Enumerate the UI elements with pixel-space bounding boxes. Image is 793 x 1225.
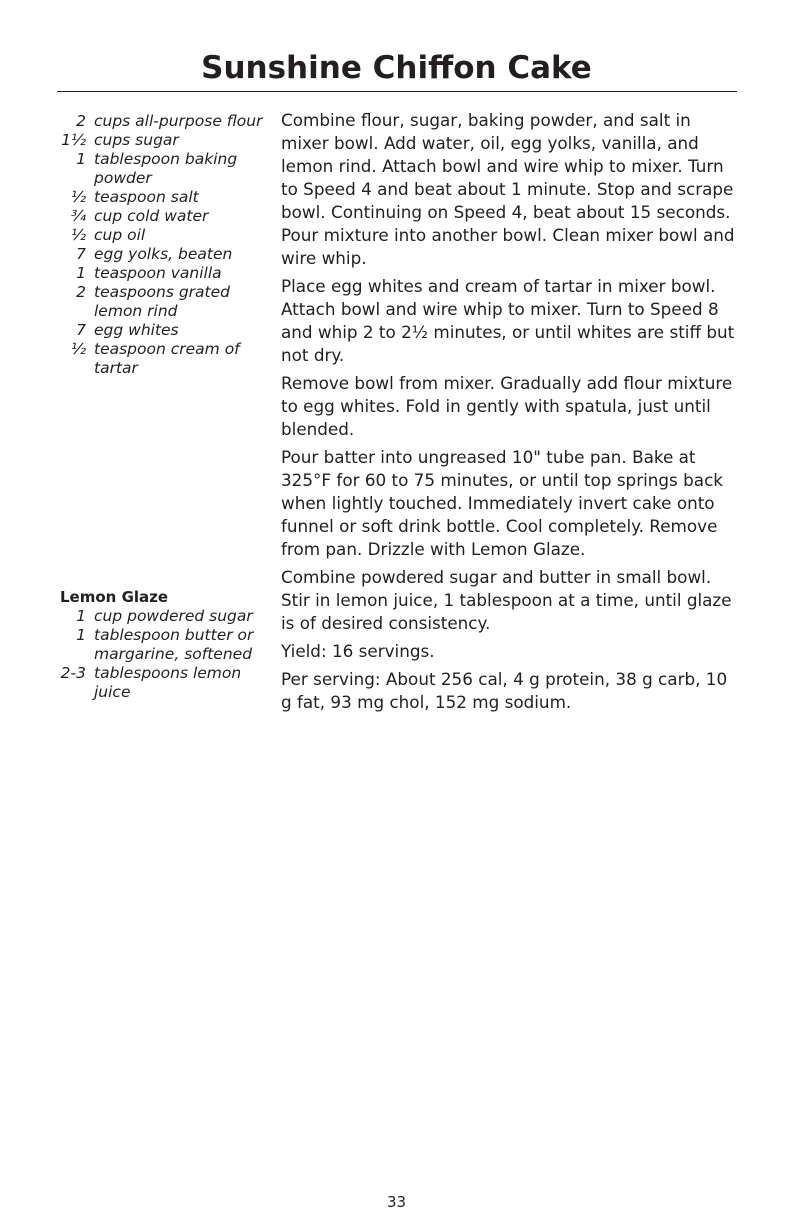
nutrition-text: Per serving: About 256 cal, 4 g protein, 38 g carb, 10 g fat, 93 mg chol, 152 mg sodium.: [281, 669, 728, 712]
ingredient-row: [57, 150, 272, 188]
ingredient-quantity: ½: [70, 188, 86, 206]
ingredient-quantity: 1: [76, 150, 86, 168]
direction-paragraph: Place egg whites and cream of tartar in mixer bowl. Attach bowl and wire whip to mixer. Turn to Speed 8 and whip 2 to 2½ minutes, or until whites are stiff but not dry.: [281, 276, 735, 365]
ingredient-row: [57, 226, 272, 245]
ingredient-row: [57, 607, 272, 626]
ingredient-name: teaspoon cream of tartar: [94, 340, 240, 377]
ingredient-quantity: ½: [70, 340, 86, 358]
ingredient-row: [57, 131, 272, 150]
ingredient-name: teaspoon vanilla: [94, 264, 222, 282]
ingredient-quantity: 1: [76, 626, 86, 644]
ingredient-name: tablespoon butter or margarine, softened: [94, 626, 254, 663]
page-number: 33: [386, 1193, 407, 1211]
direction-paragraph: Remove bowl from mixer. Gradually add flour mixture to egg whites. Fold in gently with spatula, just until blended.: [281, 373, 733, 439]
ingredient-quantity: 1: [76, 264, 86, 282]
ingredient-row: [57, 283, 272, 321]
glaze-direction: Combine powdered sugar and butter in small bowl. Stir in lemon juice, 1 tablespoon at a time, until glaze is of desired consistency.: [281, 567, 732, 633]
ingredient-name: cups sugar: [94, 131, 179, 149]
ingredient-row: [57, 188, 272, 207]
ingredient-name: tablespoon baking powder: [94, 150, 238, 187]
glaze-ingredient-list: [57, 588, 272, 702]
ingredient-name: egg whites: [94, 321, 179, 339]
recipe-title: Sunshine Chiffon Cake: [201, 50, 592, 86]
ingredient-quantity: ½: [70, 226, 86, 244]
ingredient-quantity: 7: [76, 245, 86, 263]
ingredient-quantity: 7: [76, 321, 86, 339]
ingredient-name: egg yolks, beaten: [94, 245, 233, 263]
ingredient-row: [57, 245, 272, 264]
ingredient-list: [57, 112, 272, 378]
ingredient-name: teaspoons grated lemon rind: [94, 283, 230, 320]
ingredient-name: cup powdered sugar: [94, 607, 253, 625]
ingredient-name: cup cold water: [94, 207, 209, 225]
glaze-heading: Lemon Glaze: [60, 588, 169, 606]
yield-text: Yield: 16 servings.: [281, 641, 435, 661]
ingredient-row: [57, 207, 272, 226]
ingredient-quantity: ¾: [70, 207, 86, 225]
ingredient-name: cup oil: [94, 226, 146, 244]
ingredient-row: [57, 626, 272, 664]
ingredient-row: [57, 321, 272, 340]
direction-paragraph: Combine flour, sugar, baking powder, and salt in mixer bowl. Add water, oil, egg yolks, vanilla, and lemon rind. Attach bowl and wire whip to mixer. Turn to Speed 4 and beat about 1 minute. Stop and scrape bowl. Continuing on Speed 4, beat about 15 seconds. Pour mixture into another bowl. Clean mixer bowl and wire whip.: [281, 110, 735, 268]
ingredient-quantity: 2: [76, 283, 86, 301]
directions: [281, 109, 741, 719]
ingredient-name: cups all-purpose flour: [94, 112, 263, 130]
ingredient-quantity: 2-3: [60, 664, 86, 682]
title-rule: [57, 91, 737, 92]
ingredient-quantity: 1: [76, 607, 86, 625]
ingredient-quantity: 2: [76, 112, 86, 130]
ingredient-row: [57, 112, 272, 131]
ingredient-name: teaspoon salt: [94, 188, 199, 206]
ingredient-row: [57, 664, 272, 702]
direction-paragraph: Pour batter into ungreased 10" tube pan. Bake at 325°F for 60 to 75 minutes, or until top springs back when lightly touched. Immediately invert cake onto funnel or soft drink bottle. Cool completely. Remove from pan. Drizzle with Lemon Glaze.: [281, 447, 724, 559]
ingredient-quantity: 1½: [61, 131, 86, 149]
ingredient-row: [57, 340, 272, 378]
ingredient-row: [57, 264, 272, 283]
ingredient-name: tablespoons lemon juice: [94, 664, 242, 701]
